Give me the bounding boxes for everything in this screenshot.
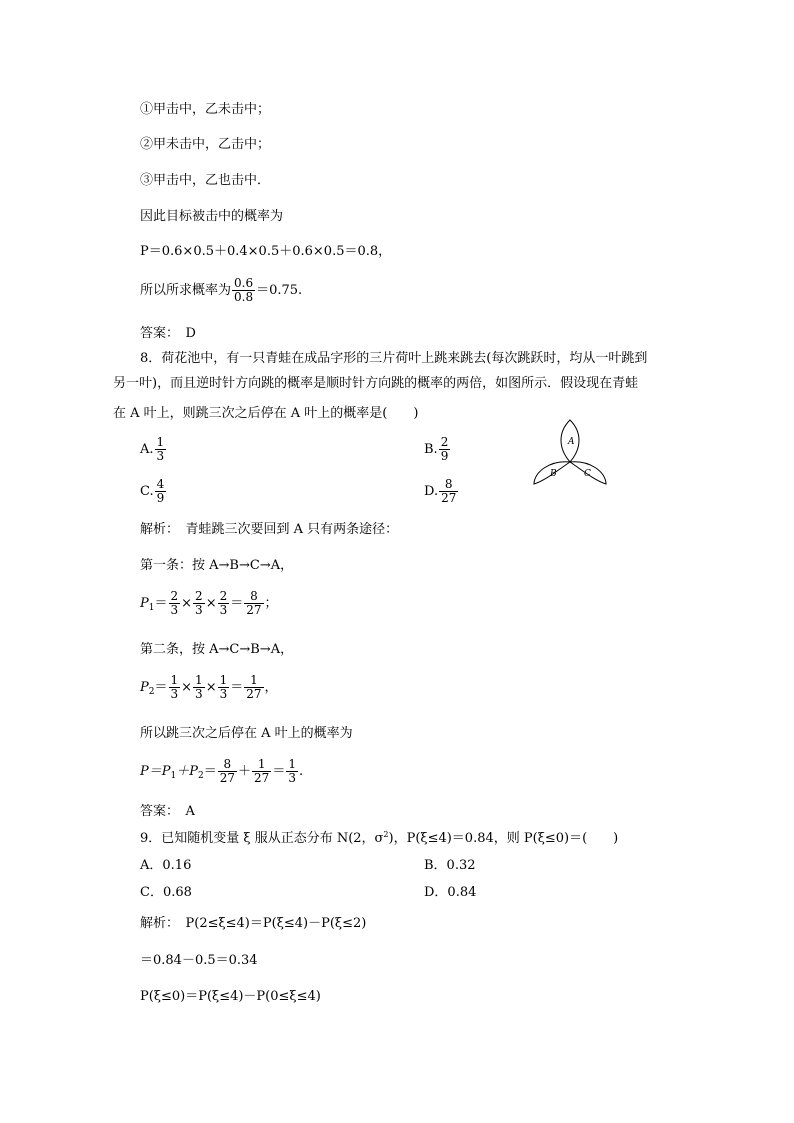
option-a (140, 436, 167, 463)
sum-formula (140, 758, 303, 785)
solution-8-intro: 解析： 青蛙跳三次要回到 A 只有两条途径： (140, 522, 399, 537)
numerator: 4 (156, 477, 165, 491)
q9-option-a: A．0.16 (140, 858, 192, 873)
equals: ＝ (154, 679, 168, 695)
times: × (205, 679, 217, 695)
denominator: 27 (219, 771, 236, 785)
conclusion-line: 因此目标被击中的概率为 (140, 209, 284, 224)
fraction (439, 478, 458, 505)
subscript: 1 (170, 770, 177, 781)
fraction (218, 758, 237, 785)
denominator: 27 (254, 771, 270, 785)
numerator: 2 (219, 589, 228, 603)
case-line-3: ③甲击中，乙也击中． (140, 173, 271, 188)
denominator: 3 (219, 687, 228, 701)
fraction (218, 590, 230, 617)
denominator: 0.8 (234, 290, 254, 304)
denominator: 3 (195, 603, 203, 617)
fraction (169, 674, 181, 701)
times: × (181, 595, 193, 611)
fraction (244, 674, 263, 701)
solution-9-line-1: 解析： P(2≤ξ≤4)＝P(ξ≤4)－P(ξ≤2) (140, 916, 367, 931)
label-a: A (568, 437, 575, 447)
question-8-line-1: 8．荷花池中，有一只青蛙在成品字形的三片荷叶上跳来跳去(每次跳跃时，均从一叶跳到 (140, 351, 648, 366)
fraction (218, 674, 230, 701)
subscript: 1 (148, 602, 155, 613)
label-c: C (584, 469, 591, 479)
numerator: 0.6 (234, 276, 254, 290)
p-symbol: P (140, 595, 149, 611)
plus: ＋ (238, 763, 252, 779)
probability-formula: P＝0.6×0.5＋0.4×0.5＋0.6×0.5＝0.8， (140, 244, 392, 259)
path-2: 第二条，按 A→C→B→A， (140, 642, 294, 657)
equals: ＝ (230, 595, 244, 611)
denominator: 27 (246, 603, 262, 617)
q9-option-c: C．0.68 (140, 885, 192, 900)
text: ＝0.75. (256, 282, 303, 298)
denominator: 9 (156, 491, 165, 505)
denominator: 3 (170, 687, 179, 701)
denominator: 27 (441, 491, 457, 505)
q9-option-d: D．0.84 (424, 885, 477, 900)
solution-9-line-3: P(ξ≤0)＝P(ξ≤4)－P(0≤ξ≤4) (140, 989, 321, 1004)
equals: ＝ (230, 679, 244, 695)
equals: ＝ (272, 763, 286, 779)
numerator: 1 (195, 673, 203, 687)
equals: ＝ (154, 595, 168, 611)
denominator: 3 (288, 771, 296, 785)
p1-formula (140, 590, 278, 617)
text: 所以所求概率为 (140, 282, 232, 298)
case-line-2: ②甲未击中，乙击中； (140, 137, 271, 152)
subscript: 2 (197, 770, 204, 781)
q9-text-end: )，P(ξ≤4)＝0.84，则 P(ξ≤0)＝( ) (388, 831, 619, 846)
fraction (155, 478, 167, 505)
question-8-line-3: 在 A 叶上，则跳三次之后停在 A 叶上的概率是( ) (113, 406, 419, 421)
denominator: 3 (170, 603, 179, 617)
answer-7: 答案： D (140, 326, 196, 341)
question-9 (140, 830, 618, 849)
fraction (193, 590, 205, 617)
answer-8: 答案： A (140, 804, 195, 819)
sum-intro: 所以跳三次之后停在 A 叶上的概率为 (140, 726, 353, 741)
p2-formula (140, 674, 278, 701)
numerator: 2 (440, 435, 449, 449)
q9-text: 9．已知随机变量 ξ 服从正态分布 N(2，σ (140, 831, 384, 846)
numerator: 1 (244, 674, 263, 688)
denominator: 3 (195, 687, 203, 701)
case-line-1: ①甲击中，乙未击中； (140, 102, 271, 117)
answer-probability-line (140, 277, 302, 304)
fraction (232, 277, 255, 304)
numerator: 8 (244, 590, 263, 604)
period: . (298, 763, 304, 779)
option-b (424, 436, 451, 463)
q9-option-b: B．0.32 (424, 858, 476, 873)
denominator: 27 (246, 687, 262, 701)
comma: ， (264, 679, 278, 695)
solution-9-line-2: ＝0.84－0.5＝0.34 (140, 953, 258, 968)
times: × (181, 679, 193, 695)
fraction (244, 590, 263, 617)
subscript: 2 (148, 686, 155, 697)
option-label: B. (424, 441, 438, 457)
times: × (205, 595, 217, 611)
numerator: 8 (218, 758, 237, 772)
option-c (140, 478, 167, 505)
option-label: A. (140, 441, 154, 457)
question-8-line-2: 另一叶)，而且逆时针方向跳的概率是顺时针方向跳的概率的两倍，如图所示．假设现在青蛙 (113, 376, 639, 391)
fraction (252, 758, 271, 785)
numerator: 2 (195, 589, 203, 603)
fraction (169, 590, 181, 617)
numerator: 2 (170, 589, 179, 603)
superscript: 2 (383, 830, 389, 839)
fraction (286, 758, 298, 785)
numerator: 1 (252, 758, 271, 772)
p-symbol: P (140, 679, 149, 695)
fraction (193, 674, 205, 701)
equals: ＝ (203, 763, 217, 779)
numerator: 1 (156, 435, 165, 449)
numerator: 1 (288, 757, 296, 771)
fraction (439, 436, 451, 463)
denominator: 3 (219, 603, 228, 617)
option-label: D. (424, 483, 439, 499)
option-label: C. (140, 483, 154, 499)
numerator: 1 (170, 673, 179, 687)
lily-pad-figure (528, 418, 612, 490)
sum-start: P＝P (140, 763, 171, 779)
path-1: 第一条：按 A→B→C→A， (140, 558, 294, 573)
numerator: 1 (219, 673, 228, 687)
denominator: 9 (440, 449, 449, 463)
numerator: 8 (439, 478, 458, 492)
label-b: B (550, 469, 557, 479)
semicolon: ； (264, 595, 278, 611)
denominator: 3 (156, 449, 165, 463)
sum-mid: ＋P (176, 763, 198, 779)
fraction (155, 436, 167, 463)
option-d (424, 478, 459, 505)
